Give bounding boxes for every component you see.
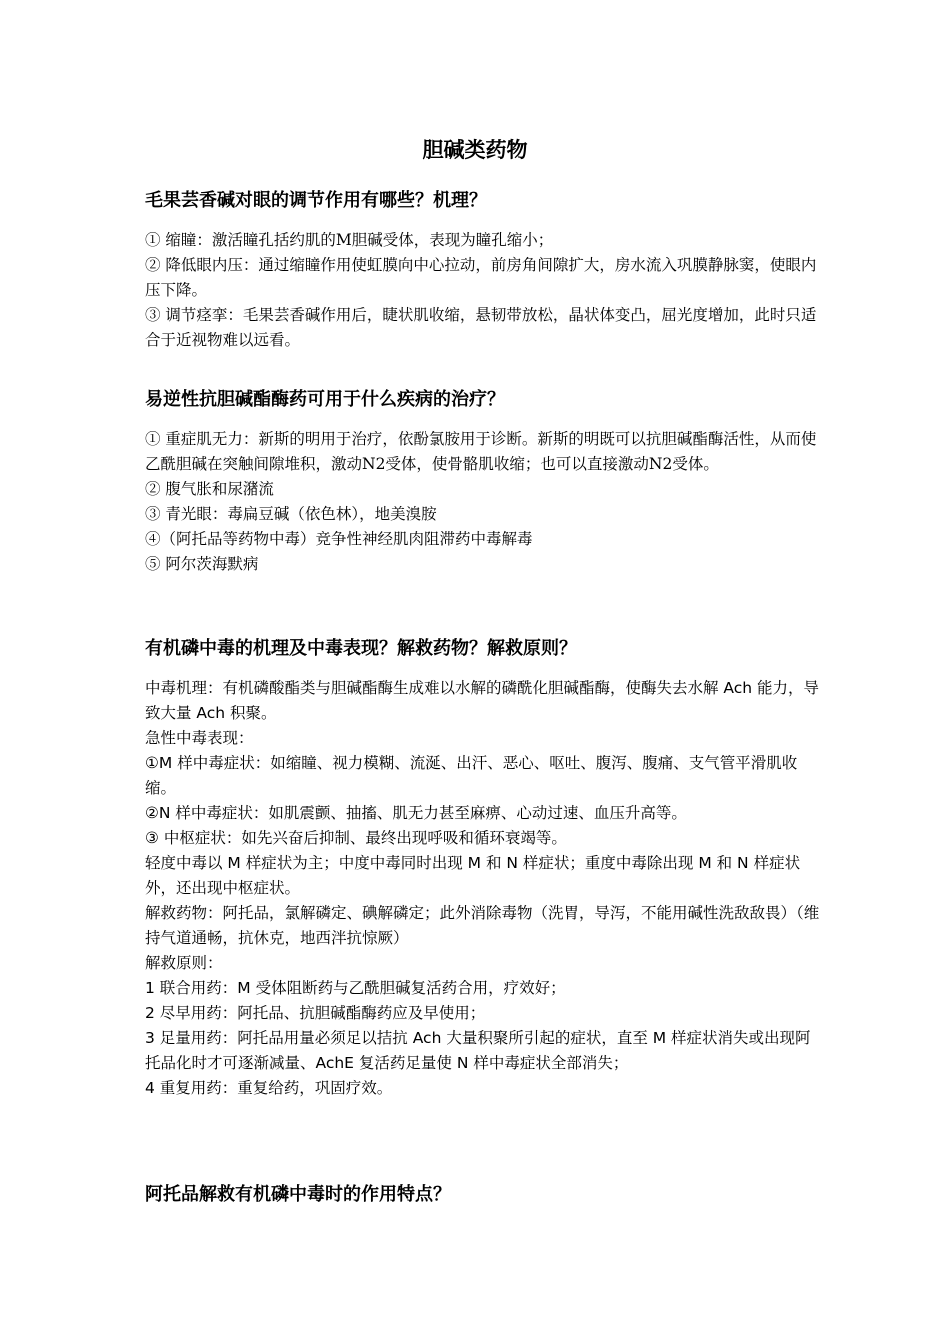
- section-pilocarpine: [145, 186, 825, 353]
- section-organophosphate: [145, 634, 825, 1101]
- paragraph-line: 解救药物：阿托品，氯解磷定、碘解磷定；此外消除毒物（洗胃，导泻，不能用碱性洗敌敌畏）（维持气道通畅，抗休克，地西泮抗惊厥）: [145, 904, 820, 947]
- paragraph-line: 中毒机理：有机磷酸酯类与胆碱酯酶生成难以水解的磷酰化胆碱酯酶，使酶失去水解 Ach 能力，导致大量 Ach 积聚。: [145, 679, 820, 722]
- section-heading: 有机磷中毒的机理及中毒表现？解救药物？解救原则？: [145, 638, 577, 659]
- paragraph-line: ①M 样中毒症状：如缩瞳、视力模糊、流涎、出汗、恶心、呕吐、腹泻、腹痛、支气管平滑肌收缩。: [145, 754, 798, 797]
- paragraph-line: 3 足量用药：阿托品用量必须足以拮抗 Ach 大量积聚所引起的症状，直至 M 样症状消失或出现阿托品化时才可逐渐减量、AchE 复活药足量使 N 样中毒症状全部消失；: [145, 1029, 811, 1072]
- paragraph-line: ① 缩瞳：激活瞳孔括约肌的M胆碱受体，表现为瞳孔缩小；: [145, 231, 554, 249]
- section-heading: 阿托品解救有机磷中毒时的作用特点？: [145, 1184, 451, 1205]
- paragraph-line: 4 重复用药：重复给药，巩固疗效。: [145, 1079, 393, 1097]
- section-atropine: [145, 1180, 825, 1222]
- paragraph-line: ②N 样中毒症状：如肌震颤、抽搐、肌无力甚至麻痹、心动过速、血压升高等。: [145, 804, 687, 822]
- paragraph-line: 轻度中毒以 M 样症状为主；中度中毒同时出现 M 和 N 样症状；重度中毒除出现 M 和 N 样症状外，还出现中枢症状。: [145, 854, 801, 897]
- section-anticholinesterase: [145, 385, 825, 577]
- document-title: 胆碱类药物: [422, 138, 528, 162]
- paragraph-line: 急性中毒表现：: [145, 729, 254, 747]
- paragraph-line: ① 重症肌无力：新斯的明用于治疗，依酚氯胺用于诊断。新斯的明既可以抗胆碱酯酶活性，从而使乙酰胆碱在突触间隙堆积，激动N2受体，使骨骼肌收缩；也可以直接激动N2受体。: [145, 430, 817, 473]
- paragraph-line: ⑤ 阿尔茨海默病: [145, 555, 259, 573]
- paragraph-line: 1 联合用药：M 受体阻断药与乙酰胆碱复活药合用，疗效好；: [145, 979, 566, 997]
- paragraph-line: ② 腹气胀和尿潴流: [145, 480, 274, 498]
- paragraph-line: ④（阿托品等药物中毒）竞争性神经肌肉阻滞药中毒解毒: [145, 530, 533, 548]
- paragraph-line: ③ 调节痉挛：毛果芸香碱作用后，睫状肌收缩，悬韧带放松，晶状体变凸，屈光度增加，此时只适合于近视物难以远看。: [145, 306, 817, 349]
- paragraph-line: ③ 青光眼：毒扁豆碱（依色林），地美溴胺: [145, 505, 437, 523]
- section-heading: 易逆性抗胆碱酯酶药可用于什么疾病的治疗？: [145, 389, 505, 410]
- paragraph-line: ③ 中枢症状：如先兴奋后抑制、最终出现呼吸和循环衰竭等。: [145, 829, 567, 847]
- paragraph-line: 2 尽早用药：阿托品、抗胆碱酯酶药应及早使用；: [145, 1004, 486, 1022]
- paragraph-line: 解救原则：: [145, 954, 223, 972]
- section-heading: 毛果芸香碱对眼的调节作用有哪些？机理？: [145, 190, 487, 211]
- paragraph-line: ② 降低眼内压：通过缩瞳作用使虹膜向中心拉动，前房角间隙扩大，房水流入巩膜静脉窦，使眼内压下降。: [145, 256, 817, 299]
